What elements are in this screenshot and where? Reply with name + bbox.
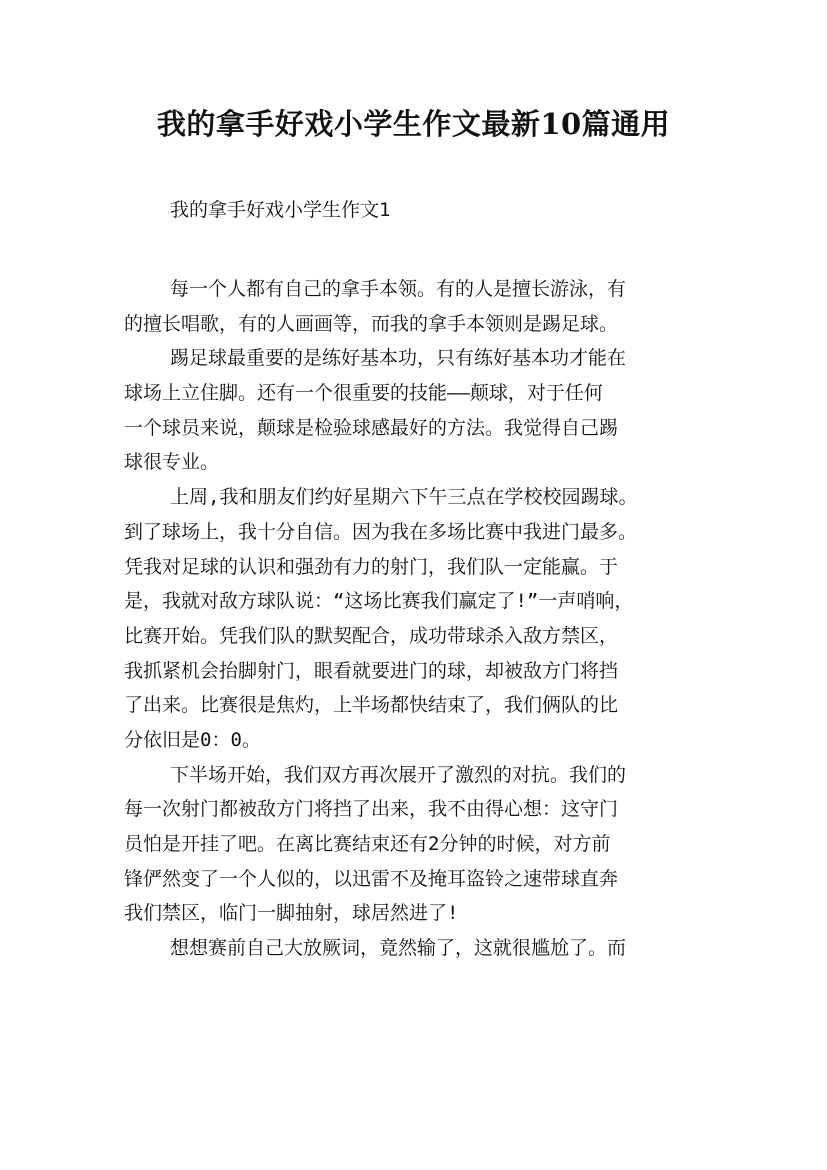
paragraph-line: 想想赛前自己大放厥词，竟然输了，这就很尴尬了。而 <box>170 937 627 960</box>
paragraph-line: 一个球员来说，颠球是检验球感最好的方法。我觉得自己踢 <box>124 416 619 439</box>
paragraph <box>124 480 714 758</box>
section-heading: 我的拿手好戏小学生作文1 <box>170 199 391 221</box>
paragraph <box>124 272 714 341</box>
paragraph <box>124 758 714 931</box>
paragraph-line: 员怕是开挂了吧。在离比赛结束还有2分钟的时候，对方前 <box>124 833 611 855</box>
paragraph-line: 球场上立住脚。还有一个很重要的技能——颠球，对于任何 <box>124 382 603 405</box>
paragraph-line: 到了球场上，我十分自信。因为我在多场比赛中我进门最多。 <box>124 520 638 543</box>
paragraph-line: 是，我就对敌方球队说：“这场比赛我们赢定了!”一声哨响， <box>124 590 634 613</box>
paragraph-line: 我抓紧机会抬脚射门，眼看就要进门的球，却被敌方门将挡 <box>124 659 619 682</box>
paragraph-line: 我们禁区，临门一脚抽射，球居然进了! <box>124 902 459 925</box>
paragraph-line: 比赛开始。凭我们队的默契配合，成功带球杀入敌方禁区， <box>124 624 619 647</box>
paragraph-line: 上周,我和朋友们约好星期六下午三点在学校校园踢球。 <box>170 486 638 509</box>
paragraph <box>124 931 714 966</box>
paragraph-line: 下半场开始，我们双方再次展开了激烈的对抗。我们的 <box>170 763 627 786</box>
paragraph-line: 球很专业。 <box>124 451 220 474</box>
paragraph-line: 的擅长唱歌，有的人画画等，而我的拿手本领则是踢足球。 <box>124 312 619 335</box>
paragraph-line: 锋俨然变了一个人似的，以迅雷不及掩耳盗铃之速带球直奔 <box>124 867 619 890</box>
paragraph-line: 分依旧是0：0。 <box>124 728 261 751</box>
paragraph-line: 踢足球最重要的是练好基本功，只有练好基本功才能在 <box>170 347 627 370</box>
paragraph-line: 每一次射门都被敌方门将挡了出来，我不由得心想：这守门 <box>124 798 619 821</box>
document-title: 我的拿手好戏小学生作文最新10篇通用 <box>156 107 671 141</box>
paragraph <box>124 341 714 480</box>
document-body <box>124 272 714 966</box>
paragraph-line: 每一个人都有自己的拿手本领。有的人是擅长游泳，有 <box>170 278 627 300</box>
paragraph-line: 凭我对足球的认识和强劲有力的射门，我们队一定能赢。于 <box>124 555 619 578</box>
paragraph-line: 了出来。比赛很是焦灼，上半场都快结束了，我们俩队的比 <box>124 694 619 717</box>
